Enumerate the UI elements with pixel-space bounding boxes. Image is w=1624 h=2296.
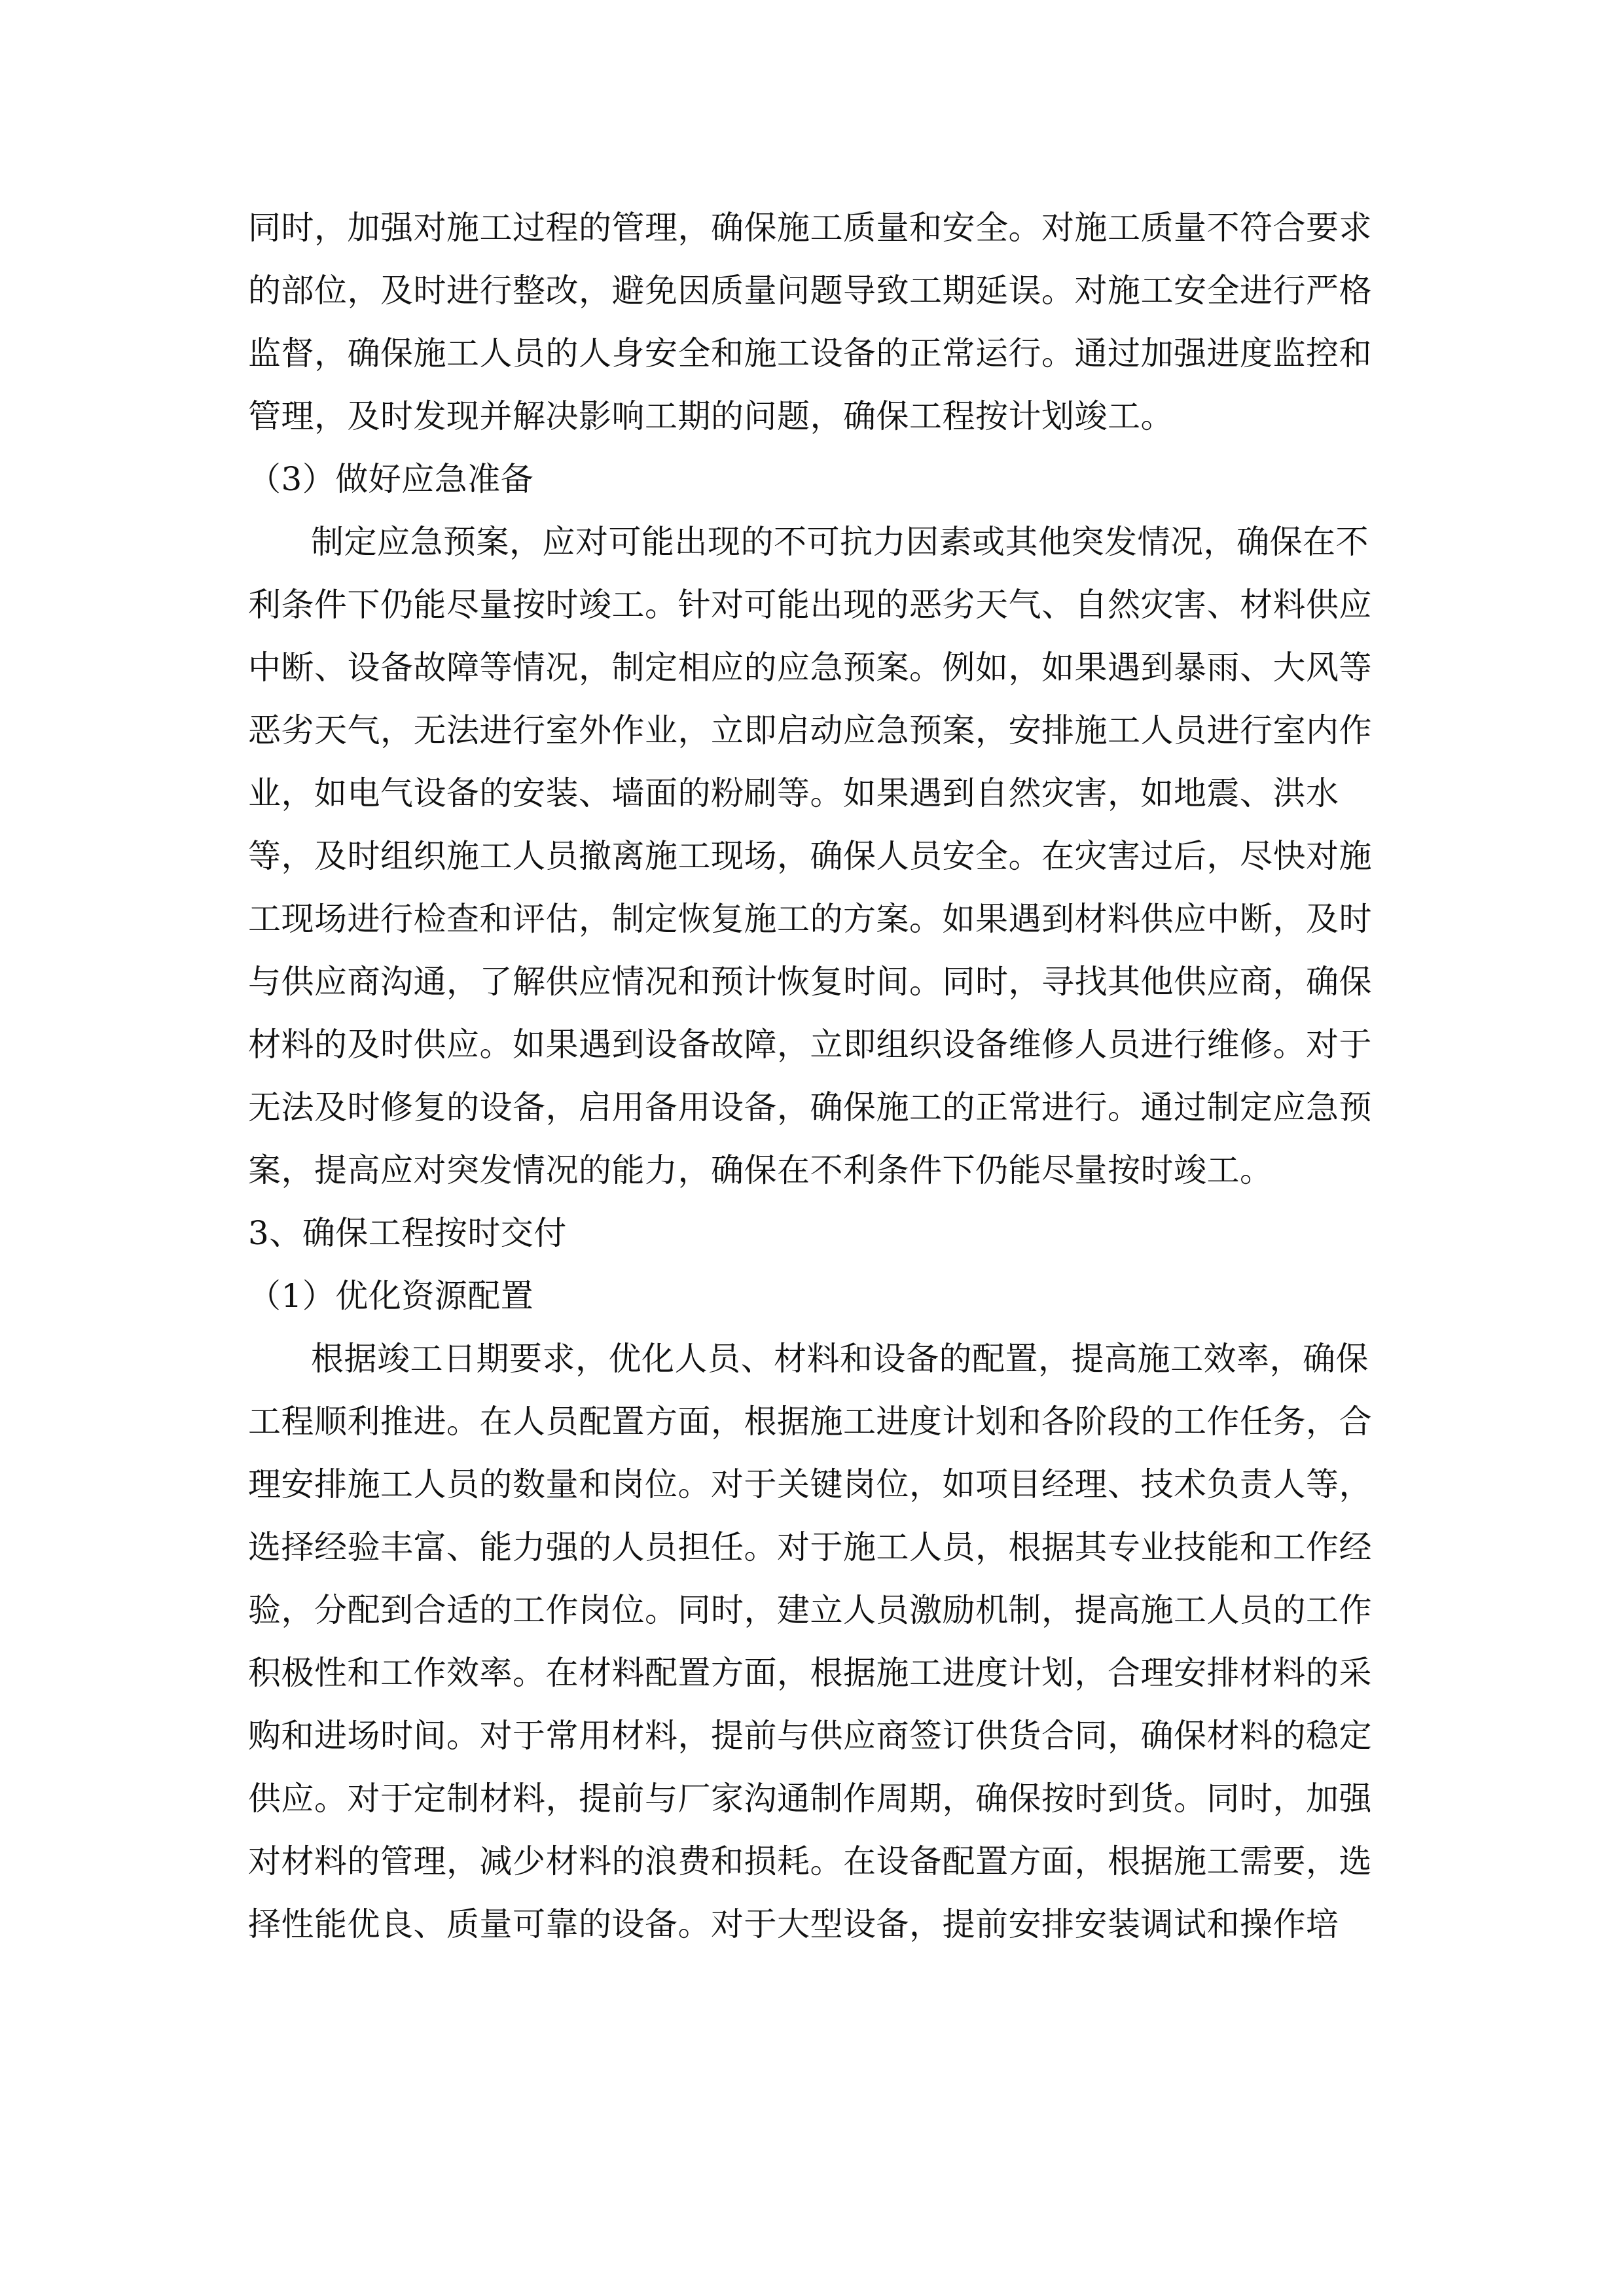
text-line: 监督，确保施工人员的人身安全和施工设备的正常运行。通过加强进度监控和 bbox=[248, 334, 1372, 372]
text-line: 材料的及时供应。如果遇到设备故障，立即组织设备维修人员进行维修。对于 bbox=[248, 1026, 1372, 1064]
text-line: 管理，及时发现并解决影响工期的问题，确保工程按计划竣工。 bbox=[248, 397, 1174, 435]
subsection-heading: （1）优化资源配置 bbox=[248, 1277, 534, 1315]
text-line: 与供应商沟通，了解供应情况和预计恢复时间。同时，寻找其他供应商，确保 bbox=[248, 963, 1372, 1001]
text-line: 供应。对于定制材料，提前与厂家沟通制作周期，确保按时到货。同时，加强 bbox=[248, 1780, 1372, 1818]
text-line: 恶劣天气，无法进行室外作业，立即启动应急预案，安排施工人员进行室内作 bbox=[248, 711, 1372, 749]
section-heading: 3、确保工程按时交付 bbox=[248, 1214, 567, 1252]
text-line: 工程顺利推进。在人员配置方面，根据施工进度计划和各阶段的工作任务，合 bbox=[248, 1403, 1372, 1441]
text-line: 等，及时组织施工人员撤离施工现场，确保人员安全。在灾害过后，尽快对施 bbox=[248, 837, 1372, 875]
text-line: 工现场进行检查和评估，制定恢复施工的方案。如果遇到材料供应中断，及时 bbox=[248, 900, 1372, 938]
paragraph-first-line: 制定应急预案，应对可能出现的不可抗力因素或其他突发情况，确保在不 bbox=[311, 523, 1369, 561]
text-line: 理安排施工人员的数量和岗位。对于关键岗位，如项目经理、技术负责人等， bbox=[248, 1465, 1372, 1503]
text-line: 无法及时修复的设备，启用备用设备，确保施工的正常进行。通过制定应急预 bbox=[248, 1088, 1372, 1126]
text-line: 择性能优良、质量可靠的设备。对于大型设备，提前安排安装调试和操作培 bbox=[248, 1905, 1339, 1943]
text-line: 同时，加强对施工过程的管理，确保施工质量和安全。对施工质量不符合要求 bbox=[248, 209, 1372, 247]
text-line: 业，如电气设备的安装、墙面的粉刷等。如果遇到自然灾害，如地震、洪水 bbox=[248, 774, 1339, 812]
text-line: 案，提高应对突发情况的能力，确保在不利条件下仍能尽量按时竣工。 bbox=[248, 1151, 1273, 1189]
text-line: 验，分配到合适的工作岗位。同时，建立人员激励机制，提高施工人员的工作 bbox=[248, 1591, 1372, 1629]
subsection-heading: （3）做好应急准备 bbox=[248, 460, 534, 498]
text-line: 选择经验丰富、能力强的人员担任。对于施工人员，根据其专业技能和工作经 bbox=[248, 1528, 1372, 1566]
text-line: 购和进场时间。对于常用材料，提前与供应商签订供货合同，确保材料的稳定 bbox=[248, 1717, 1372, 1755]
text-line: 的部位，及时进行整改，避免因质量问题导致工期延误。对施工安全进行严格 bbox=[248, 272, 1372, 310]
document-body bbox=[248, 196, 1379, 1956]
text-line: 对材料的管理，减少材料的浪费和损耗。在设备配置方面，根据施工需要，选 bbox=[248, 1842, 1372, 1880]
text-line: 积极性和工作效率。在材料配置方面，根据施工进度计划，合理安排材料的采 bbox=[248, 1654, 1372, 1692]
paragraph-first-line: 根据竣工日期要求，优化人员、材料和设备的配置，提高施工效率，确保 bbox=[311, 1340, 1369, 1378]
text-line: 利条件下仍能尽量按时竣工。针对可能出现的恶劣天气、自然灾害、材料供应 bbox=[248, 586, 1372, 624]
text-line: 中断、设备故障等情况，制定相应的应急预案。例如，如果遇到暴雨、大风等 bbox=[248, 649, 1372, 687]
